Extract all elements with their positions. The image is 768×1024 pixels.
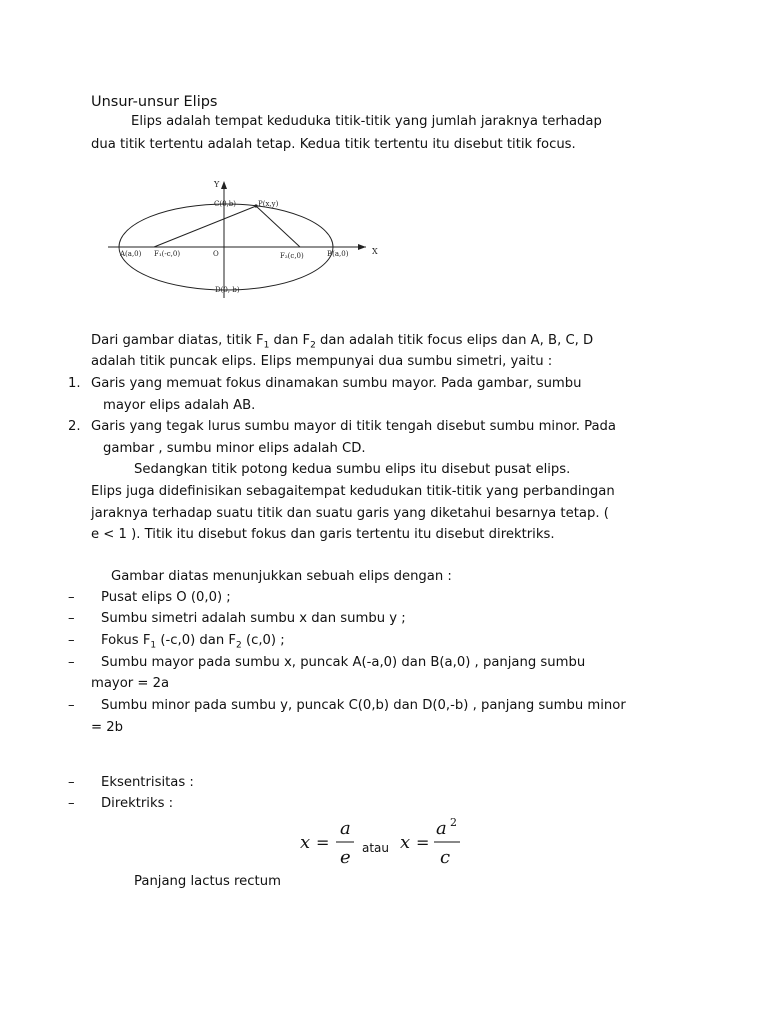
bullet-dash-2: – <box>68 611 75 626</box>
bullet-3-sub-2: 2 <box>236 640 242 651</box>
bullet-dash-1: – <box>68 590 75 605</box>
bullet-3-text-a: Fokus F <box>101 633 151 648</box>
bullet-dash-3: – <box>68 633 75 648</box>
formula-num-1: a <box>340 818 351 839</box>
list-item-2-line-1: Garis yang tegak lurus sumbu mayor di titik tengah disebut sumbu minor. Pada <box>91 419 616 434</box>
label-f2: F₂(c,0) <box>280 252 304 260</box>
bullet-5-line-1: Sumbu minor pada sumbu y, puncak C(0,b) dan D(0,-b) , panjang sumbu minor <box>101 698 626 713</box>
formula-x-1: x <box>300 832 311 853</box>
para1-line-1 <box>91 332 593 355</box>
formula-atau: atau <box>362 841 390 855</box>
label-c: C(0,b) <box>214 200 236 208</box>
lactus-rectum-label: Panjang lactus rectum <box>134 874 281 889</box>
bullet-3-sub-1: 1 <box>150 640 157 651</box>
bullet-dash-4: – <box>68 655 75 670</box>
formula-exponent: 2 <box>450 816 457 829</box>
para1-text-b: dan F <box>269 333 311 348</box>
formula-num-2: a <box>436 818 447 839</box>
para1-line-2: adalah titik puncak elips. Elips mempunyai dua sumbu simetri, yaitu : <box>91 354 553 369</box>
formula-x-2: x <box>400 832 411 853</box>
ellipse-diagram <box>108 176 388 298</box>
bullet-dash-6: – <box>68 775 75 790</box>
label-p: P(x,y) <box>258 200 279 208</box>
directrix-formula <box>296 816 476 872</box>
bullet-7: Direktriks : <box>101 796 174 811</box>
bullet-3-text-b: (-c,0) dan F <box>156 633 237 648</box>
formula-eq-2: = <box>416 833 430 852</box>
intro-line-2: dua titik tertentu adalah tetap. Kedua titik tertentu itu disebut titik focus. <box>91 137 576 152</box>
para1-text-a: Dari gambar diatas, titik F <box>91 333 264 348</box>
para3-line-2: jaraknya terhadap suatu titik dan suatu garis yang diketahui besarnya tetap. ( <box>91 506 609 521</box>
label-o: O <box>213 250 219 258</box>
para3-line-3: e < 1 ). Titik itu disebut fokus dan garis tertentu itu disebut direktriks. <box>91 527 555 542</box>
y-axis-label: Y <box>214 180 220 189</box>
focal-radius-2 <box>256 206 300 247</box>
bullet-3 <box>101 632 285 655</box>
bullet-3-text-c: (c,0) ; <box>241 633 285 648</box>
label-d: D(0,-b) <box>215 286 240 294</box>
bullet-2: Sumbu simetri adalah sumbu x dan sumbu y ; <box>101 611 406 626</box>
bullet-4-line-1: Sumbu mayor pada sumbu x, puncak A(-a,0) dan B(a,0) , panjang sumbu <box>101 655 586 670</box>
label-f1: F₁(-c,0) <box>154 250 181 258</box>
list-item-2-line-2: gambar , sumbu minor elips adalah CD. <box>103 441 366 456</box>
bullet-dash-7: – <box>68 796 75 811</box>
x-axis-arrow-icon <box>358 244 366 250</box>
label-b: B(a,0) <box>327 250 349 258</box>
para1-text-c: dan adalah titik focus elips dan A, B, C, D <box>315 333 594 348</box>
para2: Sedangkan titik potong kedua sumbu elips itu disebut pusat elips. <box>134 462 571 477</box>
bullet-6: Eksentrisitas : <box>101 775 194 790</box>
list-number-2: 2. <box>68 419 81 434</box>
label-a: A(a,0) <box>120 250 142 258</box>
bullet-1: Pusat elips O (0,0) ; <box>101 590 231 605</box>
list-item-1-line-2: mayor elips adalah AB. <box>103 398 256 413</box>
list-item-1-line-1: Garis yang memuat fokus dinamakan sumbu mayor. Pada gambar, sumbu <box>91 376 582 391</box>
bullet-dash-5: – <box>68 698 75 713</box>
para1-sub-1: 1 <box>263 340 270 351</box>
formula-den-1: e <box>340 847 351 868</box>
formula-den-2: c <box>440 847 451 868</box>
formula-eq-1: = <box>316 833 330 852</box>
x-axis-label: X <box>372 247 378 256</box>
para4: Gambar diatas menunjukkan sebuah elips dengan : <box>111 569 452 584</box>
bullet-5-line-2: = 2b <box>91 720 124 735</box>
intro-line-1: Elips adalah tempat keduduka titik-titik yang jumlah jaraknya terhadap <box>131 114 602 129</box>
focal-radius-1 <box>154 206 256 247</box>
list-number-1: 1. <box>68 376 81 391</box>
bullet-4-line-2: mayor = 2a <box>91 676 170 691</box>
page-title: Unsur-unsur Elips <box>91 94 218 110</box>
para1-sub-2: 2 <box>310 340 316 351</box>
para3-line-1: Elips juga didefinisikan sebagaitempat kedudukan titik-titik yang perbandingan <box>91 484 615 499</box>
y-axis-arrow-icon <box>221 181 227 189</box>
